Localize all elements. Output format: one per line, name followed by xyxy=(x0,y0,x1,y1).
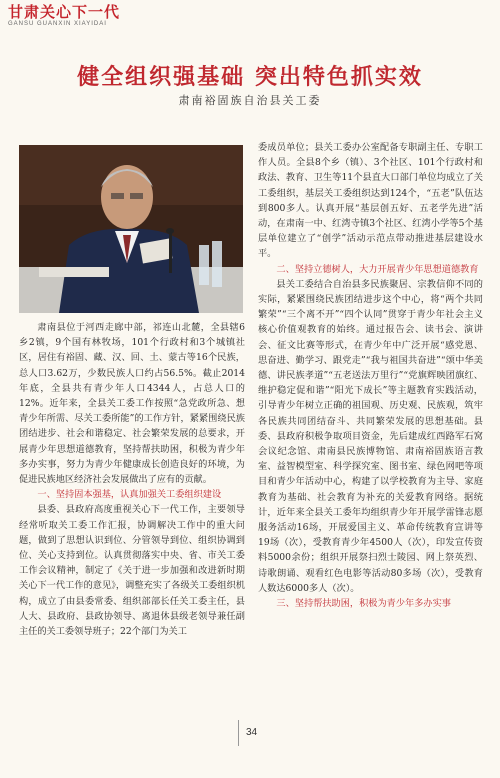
section-3-heading: 三、坚持帮扶助困，积极为青少年多办实事 xyxy=(276,598,451,610)
page-number-rule xyxy=(238,720,239,746)
article-title: 健全组织强基础 突出特色抓实效 xyxy=(77,65,423,90)
article-byline: 肃南裕固族自治县关工委 xyxy=(178,94,322,107)
page-number: 34 xyxy=(246,727,258,738)
magazine-pinyin: GANSU GUANXIN XIAYIDAI xyxy=(8,21,107,27)
magazine-logo xyxy=(8,4,128,28)
section-2-heading: 二、坚持立德树人，大力开展青少年思想道德教育 xyxy=(276,263,479,275)
left-column xyxy=(19,320,245,639)
section-1-heading: 一、坚持固本强基，认真加强关工委组织建设 xyxy=(37,489,222,501)
section-1-paragraph: 县委、县政府高度重视关心下一代工作，主要领导经常听取关工委工作汇报，协调解决工作中的重大问题，做到了思想认识到位、分管领导到位、组织协调到位、关心支持到位。认真贯彻落实中央、省、市关工委工作会议精神，制定了《关于进一步加强和改进新时期关心下一代工作的意见》，调整充实了各级关工委组织机构，成立了由县委常委、组织部部长任关工委主任，县人大、县政府、县政协领导、离退休县级老领导兼任副主任的关工委领导班子；22个部门为关工 xyxy=(19,504,245,638)
speaker-photo-illustration xyxy=(19,145,243,313)
intro-paragraph: 肃南县位于河西走廊中部，祁连山北麓，全县辖6乡2镇，9个国有林牧场，101个行政村和3个城镇社区，居住有裕固、藏、汉、回、土、蒙古等16个民族，总人口3.62万，少数民族人口约占56.5%。截止2014年底，全县共有青少年人口4344人，占总人口的12%。近年来，全县关工委工作按照“急党政所急、想青少年所需、尽关工委所能”的工作方针，紧紧围绕民族团结进步、社会和谐稳定、社会繁荣发展的总要求，开展青少年思想道德教育，坚持帮扶助困，积极为青少年多办实事，努力为青少年健康成长创造良好的环境，为促进民族地区经济社会发展做出了应有的贡献。 xyxy=(19,322,245,486)
article-photo xyxy=(19,145,243,313)
section-2-paragraph: 县关工委结合自治县多民族聚居、宗教信仰不同的实际，紧紧围绕民族团结进步这个中心，将“两个共同繁荣”“三个离不开”“四个认同”贯穿于青少年社会主义核心价值观教育的始终。通过报告会、读书会、演讲会、征文比赛等形式，在青少年中广泛开展“感党恩、思奋进、勤学习、跟党走”“我与祖国共奋进”“颂中华美德、讲民族孝道”“五老送法万里行”“党旗辉映团旗红、维护稳定促和谐”“阳光下成长”等主题教育实践活动，引导青少年树立正确的祖国观、历史观、民族观，筑牢各民族共同团结奋斗、共同繁荣发展的思想基础。县委、县政府积极争取项目资金，先后建成红西路军石窝会议纪念馆、肃南县民族博物馆、肃南裕固族语言教室、益智模型室、科学探究室、图书室、绿色网吧等项目和青少年活动中心，构建了以学校教育为主导、家庭教育为基础、社会教育为补充的关爱教育网络。据统计，近年来全县关工委年均组织青少年开展学雷锋志愿服务活动16场，开展爱国主义、革命传统教育宣讲等19场（次），受教育青少年4500人（次），印发宣传资料5000余份；组织开展祭扫烈士陵园、网上祭英烈、诗歌朗诵、观看红色电影等活动80多场（次），受教育人数达6000多人（次）。 xyxy=(258,278,483,594)
right-column xyxy=(258,140,483,611)
magazine-brand: 甘肃关心下一代 xyxy=(8,3,121,21)
continued-paragraph: 委成员单位；县关工委办公室配备专职副主任、专职工作人员。全县8个乡（镇）、3个社区、101个行政村和政法、教育、卫生等11个县直大口部门单位均成立了关工委组织，基层关工委组织达到124个，“五老”队伍达到800多人。认真开展“基层创五好、五老学先进”活动，在肃南一中、红湾寺镇3个社区、红湾小学等5个基层单位建立了“创学”活动示范点带动推进基层建设水平。 xyxy=(258,142,483,260)
